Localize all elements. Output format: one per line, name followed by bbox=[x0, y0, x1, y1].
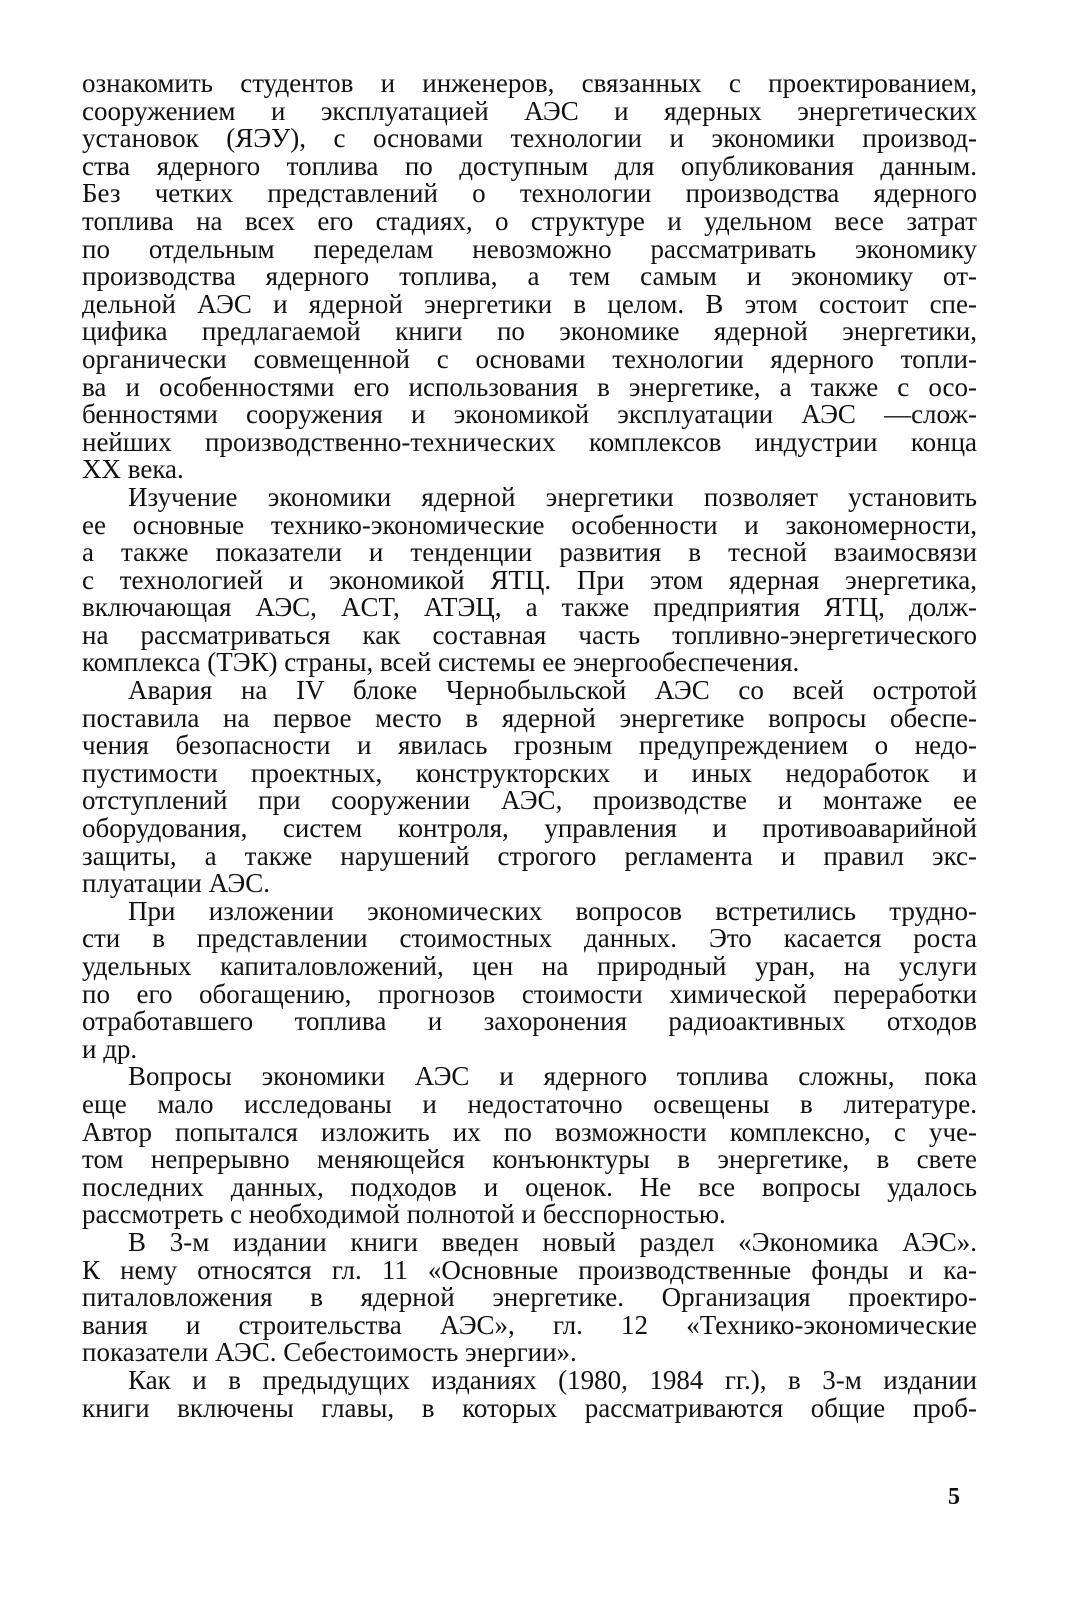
text-line: цифика предлагаемой книги по экономике ядерной энергетики, bbox=[82, 316, 977, 347]
text-line: Без четких представлений о технологии производства ядерного bbox=[82, 178, 977, 209]
text-line: еще мало исследованы и недостаточно освещены в литературе. bbox=[82, 1088, 977, 1119]
text-line: производства ядерного топлива, а тем самым и экономику от- bbox=[82, 261, 977, 292]
text-line: отработавшего топлива и захоронения радиоактивных отходов bbox=[82, 1006, 977, 1037]
text-line: топлива на всех его стадиях, о структуре и удельном весе затрат bbox=[82, 205, 977, 236]
paragraph bbox=[82, 481, 977, 678]
paragraph bbox=[82, 1364, 977, 1423]
text-line: В 3-м издании книги введен новый раздел «Экономика АЭС». bbox=[128, 1226, 977, 1257]
paragraph bbox=[82, 1063, 977, 1229]
paragraph bbox=[82, 677, 977, 898]
text-line: по отдельным переделам невозможно рассматривать экономику bbox=[82, 233, 977, 264]
text-line: рассмотреть с необходимой полнотой и бесспорностью. bbox=[82, 1199, 726, 1230]
text-line: сооружением и эксплуатацией АЭС и ядерных энергетических bbox=[82, 95, 977, 126]
text-line: ее основные технико-экономические особенности и закономерности, bbox=[82, 509, 977, 540]
text-line: сти в представлении стоимостных данных. Это касается роста bbox=[82, 923, 977, 954]
text-line: по его обогащению, прогнозов стоимости химической переработки bbox=[82, 978, 977, 1009]
text-line: Авария на IV блоке Чернобыльской АЭС со всей остротой bbox=[128, 675, 977, 706]
text-line: включающая АЭС, ACT, АТЭЦ, а также предприятия ЯТЦ, долж- bbox=[82, 592, 977, 623]
paragraph bbox=[82, 895, 977, 1064]
text-line: а также показатели и тенденции развития в тесной взаимосвязи bbox=[82, 537, 977, 568]
text-line: органически совмещенной с основами технологии ядерного топли- bbox=[82, 343, 977, 374]
text-line: поставила на первое место в ядерной энергетике вопросы обеспе- bbox=[82, 702, 977, 733]
text-line: ва и особенностями его использования в энергетике, а также с осо- bbox=[82, 371, 977, 402]
text-line: XX века. bbox=[82, 454, 184, 485]
text-line: вания и строительства АЭС», гл. 12 «Технико-экономические bbox=[82, 1309, 977, 1340]
text-line: пустимости проектных, конструкторских и иных недоработок и bbox=[82, 757, 977, 788]
text-line: плуатации АЭС. bbox=[82, 868, 270, 899]
text-line: К нему относятся гл. 11 «Основные производственные фонды и ка- bbox=[82, 1254, 977, 1285]
text-line: Изучение экономики ядерной энергетики позволяет установить bbox=[128, 481, 977, 512]
paragraph bbox=[82, 1226, 977, 1368]
text-line: ознакомить студентов и инженеров, связанных с проектированием, bbox=[82, 68, 977, 98]
text-line: отступлений при сооружении АЭС, производстве и монтаже ее bbox=[82, 785, 977, 816]
page-text bbox=[82, 70, 977, 1422]
text-line: книги включены главы, в которых рассматриваются общие проб- bbox=[82, 1392, 977, 1423]
text-line: питаловложения в ядерной энергетике. Организация проектиро- bbox=[82, 1282, 977, 1313]
text-line: Как и в предыдущих изданиях (1980, 1984 гг.), в 3-м издании bbox=[128, 1364, 977, 1395]
text-line: последних данных, подходов и оценок. Не все вопросы удалось bbox=[82, 1171, 977, 1202]
text-line: показатели АЭС. Себестоимость энергии». bbox=[82, 1337, 577, 1368]
text-line: на рассматриваться как составная часть топливно-энергетического bbox=[82, 619, 977, 650]
paragraph bbox=[82, 70, 977, 484]
text-line: ства ядерного топлива по доступным для опубликования данным. bbox=[82, 150, 977, 181]
text-line: При изложении экономических вопросов встретились трудно- bbox=[128, 895, 977, 926]
text-line: Вопросы экономики АЭС и ядерного топлива сложны, пока bbox=[128, 1061, 977, 1092]
text-line: том непрерывно меняющейся конъюнктуры в энергетике, в свете bbox=[82, 1144, 977, 1175]
text-line: нейших производственно-технических комплексов индустрии конца bbox=[82, 426, 977, 457]
text-line: оборудования, систем контроля, управления и противоаварийной bbox=[82, 813, 977, 844]
text-line: удельных капиталовложений, цен на природный уран, на услуги bbox=[82, 951, 977, 981]
text-line: Автор попытался изложить их по возможности комплексно, с уче- bbox=[82, 1116, 977, 1147]
text-line: и др. bbox=[82, 1033, 138, 1064]
text-line: установок (ЯЭУ), с основами технологии и экономики производ- bbox=[82, 123, 977, 154]
text-line: бенностями сооружения и экономикой эксплуатации АЭС —слож- bbox=[82, 399, 977, 430]
text-line: с технологией и экономикой ЯТЦ. При этом ядерная энергетика, bbox=[82, 564, 977, 595]
text-line: комплекса (ТЭК) страны, всей системы ее энергообеспечения. bbox=[82, 647, 800, 678]
text-line: чения безопасности и явилась грозным предупреждением о недо- bbox=[82, 730, 977, 761]
page-number: 5 bbox=[948, 1484, 960, 1510]
text-line: защиты, а также нарушений строгого регламента и правил экс- bbox=[82, 840, 977, 871]
text-line: дельной АЭС и ядерной энергетики в целом. В этом состоит спе- bbox=[82, 288, 977, 319]
